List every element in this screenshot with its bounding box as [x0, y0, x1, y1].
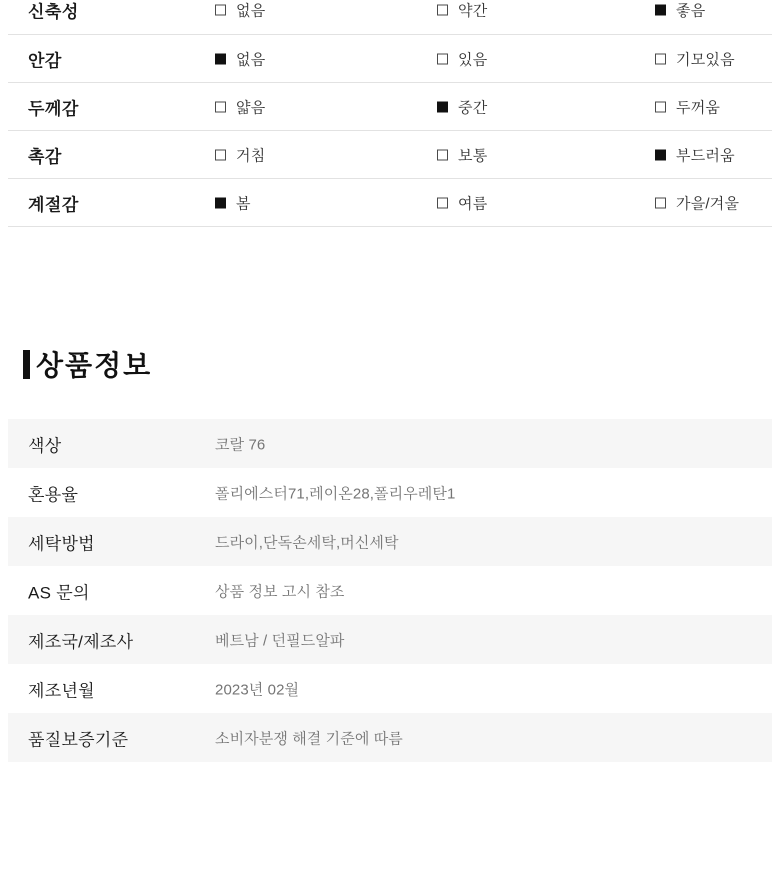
- attribute-option: [437, 48, 487, 69]
- attribute-label: 계절감: [28, 195, 79, 214]
- info-label: 제조년월: [28, 681, 95, 700]
- checkbox-checked-icon: [215, 53, 226, 64]
- attribute-option: [215, 48, 265, 69]
- checkbox-unchecked-icon: [655, 197, 666, 208]
- checkbox-checked-icon: [215, 197, 226, 208]
- info-label: 세탁방법: [28, 534, 95, 553]
- option-label: 약간: [458, 2, 488, 20]
- table-row-warranty: [8, 713, 772, 762]
- option-label: 거침: [236, 147, 266, 164]
- info-label: 혼용율: [28, 485, 79, 504]
- attribute-label: 두께감: [28, 99, 79, 118]
- info-label: 색상: [28, 436, 62, 455]
- info-value: 상품 정보 고시 참조: [215, 583, 345, 600]
- attribute-option: [437, 96, 487, 117]
- checkbox-checked-icon: [655, 149, 666, 160]
- info-label: 제조국/제조사: [28, 632, 134, 651]
- option-label: 부드러움: [676, 147, 735, 164]
- table-row-manufacture-date: [8, 664, 772, 713]
- attribute-option: [215, 144, 265, 165]
- section-title-product-info: [23, 348, 772, 380]
- page-title: 상품정보: [36, 350, 153, 381]
- option-label: 봄: [236, 195, 251, 212]
- checkbox-unchecked-icon: [215, 5, 226, 16]
- fabric-attributes-table: [8, 0, 772, 227]
- option-label: 있음: [458, 51, 488, 68]
- checkbox-unchecked-icon: [215, 101, 226, 112]
- attribute-option: [655, 144, 735, 165]
- fabric-row-thickness: [8, 83, 772, 131]
- checkbox-checked-icon: [437, 101, 448, 112]
- fabric-row-elasticity: [8, 0, 772, 35]
- option-label: 여름: [458, 195, 488, 212]
- checkbox-unchecked-icon: [437, 5, 448, 16]
- attribute-label: 촉감: [28, 147, 62, 166]
- checkbox-unchecked-icon: [437, 149, 448, 160]
- option-label: 없음: [236, 2, 266, 20]
- attribute-option: [437, 192, 487, 213]
- fabric-row-lining: [8, 35, 772, 83]
- attribute-option: [215, 96, 265, 117]
- info-label: 품질보증기준: [28, 730, 129, 749]
- option-label: 중간: [458, 99, 488, 116]
- option-label: 보통: [458, 147, 488, 164]
- info-value: 소비자분쟁 해결 기준에 따름: [215, 730, 403, 747]
- attribute-option: [215, 0, 265, 21]
- option-label: 얇음: [236, 99, 266, 116]
- info-value: 폴리에스터71,레이온28,폴리우레탄1: [215, 485, 456, 502]
- table-row-color: [8, 419, 772, 468]
- attribute-option: [655, 96, 720, 117]
- attribute-option: [655, 0, 705, 21]
- table-row-as-contact: [8, 566, 772, 615]
- table-row-material: [8, 468, 772, 517]
- info-value: 코랄 76: [215, 436, 266, 453]
- attribute-option: [215, 192, 251, 213]
- option-label: 기모있음: [676, 51, 735, 68]
- info-value: 베트남 / 던필드알파: [215, 632, 345, 649]
- checkbox-unchecked-icon: [215, 149, 226, 160]
- product-info-table: [8, 419, 772, 762]
- fabric-row-season: [8, 179, 772, 227]
- attribute-option: [655, 48, 735, 69]
- table-row-washing: [8, 517, 772, 566]
- checkbox-unchecked-icon: [655, 53, 666, 64]
- option-label: 좋음: [676, 2, 706, 20]
- option-label: 가을/겨울: [676, 195, 740, 212]
- checkbox-unchecked-icon: [437, 53, 448, 64]
- checkbox-checked-icon: [655, 5, 666, 16]
- attribute-option: [437, 144, 487, 165]
- info-value: 2023년 02월: [215, 681, 300, 698]
- fabric-row-texture: [8, 131, 772, 179]
- attribute-label: 안감: [28, 51, 62, 70]
- table-row-manufacturer: [8, 615, 772, 664]
- checkbox-unchecked-icon: [437, 197, 448, 208]
- attribute-label: 신축성: [28, 2, 79, 22]
- info-value: 드라이,단독손세탁,머신세탁: [215, 534, 399, 551]
- title-accent-bar-icon: [23, 350, 30, 379]
- checkbox-unchecked-icon: [655, 101, 666, 112]
- info-label: AS 문의: [28, 583, 90, 602]
- attribute-option: [437, 0, 487, 21]
- option-label: 두꺼움: [676, 99, 721, 116]
- option-label: 없음: [236, 51, 266, 68]
- attribute-option: [655, 192, 739, 213]
